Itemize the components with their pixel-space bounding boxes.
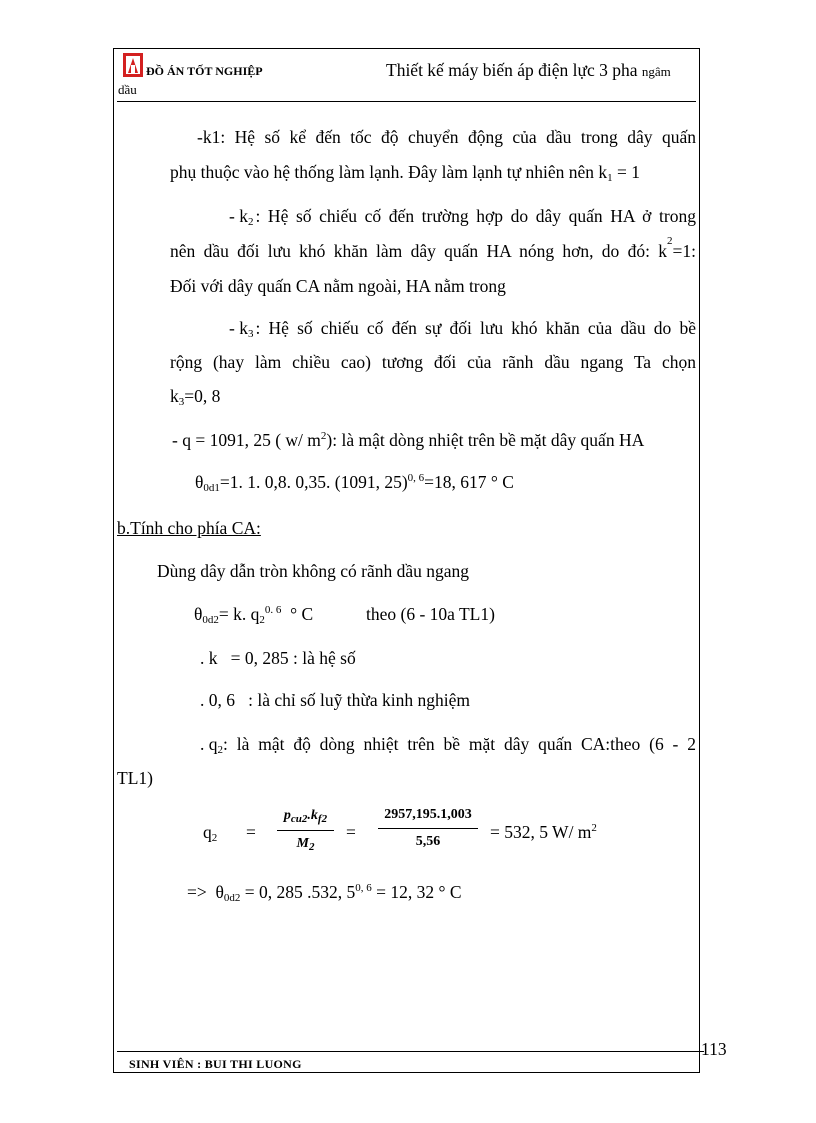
k2-line-2 — [170, 235, 696, 262]
formula-equals-2: = — [346, 822, 356, 842]
fraction-2-numerator: 2957,195.1,003 — [384, 807, 472, 822]
k3-line-3-prefix: k — [170, 386, 179, 406]
theta-0d2-exponent: 0. 6 — [264, 604, 282, 616]
formula-result-superscript: 2 — [591, 822, 597, 834]
fraction-1-numerator — [277, 808, 334, 824]
q2-subscript: 2 — [217, 744, 223, 756]
fraction-1-denominator — [277, 836, 334, 852]
k3-label — [229, 318, 253, 339]
numerator-k: .k — [307, 808, 318, 823]
theta-0d1-exponent: 0, 6 — [407, 472, 425, 484]
header-document-title — [386, 60, 671, 81]
theta-0d2-q-subscript: 2 — [259, 614, 265, 626]
k1-line-2-text: phụ thuộc vào hệ thống làm lạnh. Đây làm lạnh tự nhiên nên k — [170, 162, 608, 182]
final-theta-result — [187, 882, 462, 903]
theta-0d2-expression: = k. q — [218, 604, 260, 624]
theta-0d2-formula — [194, 604, 313, 625]
k3-line-3-value: =0, 8 — [184, 386, 221, 406]
header-left-title: ĐỒ ÁN TỐT NGHIỆP — [146, 64, 263, 78]
k3-subscript: 3 — [247, 328, 254, 340]
fraction-1-bar — [277, 830, 334, 831]
q-line-text-b: ): là mật dòng nhiệt trên bề mặt dây quấn HA — [326, 430, 645, 450]
k2-prefix: - k — [229, 206, 248, 226]
header-title-tail: ngâm — [641, 64, 671, 79]
k2-line-2-text: nên dầu đối lưu khó khăn làm dây quấn HA nóng hơn, do đó: k — [170, 241, 668, 261]
q2-definition-line-2: TL1) — [117, 768, 153, 788]
k2-line-1-text: : Hệ số chiếu cố đến trường hợp do dây quấn HA ở trong — [255, 206, 696, 226]
k-definition: . k = 0, 285 : là hệ số — [200, 648, 356, 668]
q-line — [172, 430, 644, 451]
k3-line-3 — [170, 386, 220, 407]
q-line-text-a: - q = 1091, 25 ( w/ m — [172, 430, 321, 450]
k2-line-2-value: =1: — [672, 241, 696, 261]
numerator-p-subscript: cu2 — [290, 813, 308, 825]
k1-line-1: -k1: Hệ số kể đến tốc độ chuyển động của dầu trong dây quấn — [197, 127, 696, 147]
k3-line-1 — [229, 318, 696, 339]
formula-result-text: = 532, 5 W/ m — [490, 822, 592, 842]
theta-0d1-result: =18, 617 ° C — [424, 472, 514, 492]
k3-line-1-text: : Hệ số chiếu cố đến sự đối lưu khó khăn của dầu do bề — [255, 318, 696, 338]
numerator-p: p — [283, 808, 291, 823]
numerator-k-subscript: f2 — [317, 813, 328, 825]
theta-0d1-expression: =1. 1. 0,8. 0,35. (1091, 25) — [219, 472, 408, 492]
q2-definition-text: : là mật độ dòng nhiệt trên bề mặt dây quấn CA:theo (6 - 2 — [223, 734, 696, 754]
k2-line-1 — [229, 206, 696, 227]
final-theta-subscript: 0d2 — [223, 892, 241, 904]
final-theta-symbol: θ — [215, 882, 224, 902]
q2-label — [200, 734, 223, 755]
denominator-m: M — [296, 836, 309, 851]
theta-symbol: θ — [195, 472, 204, 492]
formula-lhs — [203, 822, 217, 843]
university-logo-icon — [123, 53, 143, 77]
section-heading-b: b.Tính cho phía CA: — [117, 518, 261, 538]
exponent-definition: . 0, 6 : là chỉ số luỹ thừa kinh nghiệm — [200, 690, 471, 710]
header-title-text: Thiết kế máy biến áp điện lực 3 pha — [386, 60, 638, 80]
fraction-2-bar — [378, 828, 478, 829]
formula-lhs-subscript: 2 — [211, 832, 218, 844]
formula-lhs-q: q — [203, 822, 212, 842]
header-title-wrap: dầu — [118, 82, 137, 97]
formula-result — [490, 822, 597, 843]
final-arrow: => — [187, 882, 207, 902]
k3-prefix: - k — [229, 318, 248, 338]
page-number: 113 — [701, 1039, 727, 1059]
k2-line-3: Đối với dây quấn CA nằm ngoài, HA nằm trong — [170, 276, 506, 296]
theta-0d2-symbol: θ — [194, 604, 203, 624]
footer-student-name: SINH VIÊN : BUI THI LUONG — [129, 1057, 302, 1071]
dung-line: Dùng dây dẫn tròn không có rãnh dầu ngang — [157, 561, 470, 581]
fraction-2-denominator: 5,56 — [415, 834, 441, 849]
k1-line-2 — [170, 162, 640, 183]
footer-divider — [117, 1051, 696, 1052]
k2-subscript: 2 — [247, 216, 254, 228]
final-exponent: 0, 6 — [355, 882, 372, 894]
theta-0d2-reference: theo (6 - 10a TL1) — [366, 604, 495, 624]
k1-value: = 1 — [612, 162, 641, 182]
q2-definition-line-1 — [200, 734, 696, 755]
k3-line-3-subscript: 3 — [178, 396, 185, 408]
k1-subscript: 1 — [607, 172, 613, 184]
denominator-m-subscript: 2 — [308, 841, 315, 853]
theta-0d1-formula — [195, 472, 514, 493]
header-divider — [117, 101, 696, 102]
theta-0d2-subscript: 0d2 — [202, 614, 219, 626]
k2-label — [229, 206, 253, 227]
q-line-superscript: 2 — [320, 430, 327, 442]
theta-0d1-subscript: 0d1 — [203, 482, 220, 494]
formula-equals-1: = — [246, 822, 256, 842]
final-value: = 12, 32 ° C — [371, 882, 462, 902]
k3-line-2: rộng (hay làm chiều cao) tương đối của rãnh dầu ngang Ta chọn — [170, 352, 696, 372]
k2-line-2-subscript: 2 — [667, 235, 673, 247]
final-expression: = 0, 285 .532, 5 — [240, 882, 356, 902]
theta-0d2-unit: ° C — [290, 604, 314, 624]
q2-prefix: . q — [200, 734, 218, 754]
